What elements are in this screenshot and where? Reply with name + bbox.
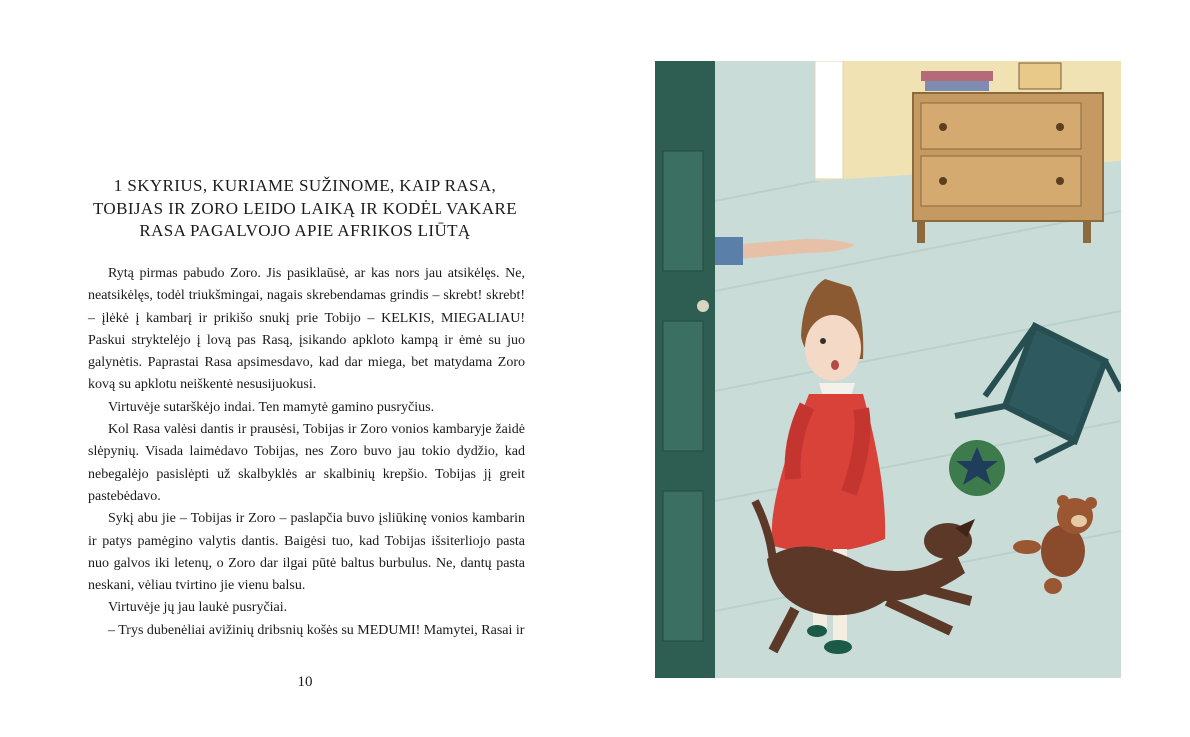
door [655, 61, 715, 678]
paragraph: Kol Rasa valėsi dantis ir prausėsi, Tobijas ir Zoro vonios kambaryje žaidė slėpynių. Visada laimėdavo Tobijas, nes Zoro buvo jau tokio dydžio, kad nebegalėjo pasislėpti už skalbyklės ar skalbinių krepšio. Tobijas jį greit pastebėdavo. [88, 422, 525, 504]
paragraph: Virtuvėje jų jau laukė pusryčiai. [108, 600, 288, 616]
page-number: 10 [297, 674, 313, 690]
ball [949, 440, 1005, 496]
sleeve [715, 237, 743, 265]
illustration [655, 61, 1121, 678]
paragraph: Virtuvėje sutarškėjo indai. Ten mamytė gamino pusryčius. [108, 399, 435, 415]
body-text [88, 263, 525, 642]
paragraph: Rytą pirmas pabudo Zoro. Jis pasiklaūsė, ar kas nors jau atsikėlęs. Ne, neatsikėlęs, todėl triukšmingai, nagais skrebendamas grindis – skrebt! skrebt! – įlėkė į kambarį ir prikišo snukį prie Tobijo – KELKIS, MIEGALIAU! Paskui stryktelėjo į lovą pas Rasą, įsikando apkloto kampą ir ėmė su juo galynėtis. Paprastai Rasa apsimesdavo, kad dar miega, bet matydama Zoro kovą su apklotu neiškentė nesusijuokusi. [88, 266, 525, 393]
wall-trim [815, 61, 843, 179]
paragraph: – Trys dubenėliai avižinių dribsnių košės su MEDUMI! Mamytei, Rasai ir [108, 622, 525, 638]
illustration-scene [655, 61, 1121, 678]
paragraph: Sykį abu jie – Tobijas ir Zoro – paslapčia buvo įsliūkinę vonios kambarin ir patys pamėgino valytis dantis. Baigėsi tuo, kad Tobijas išsiterliojo pasta nuo galvos iki letenų, o Zoro dar ilgai pūtė baltus burbulus. Ne, dantų pasta neskani, vėliau tvirtino jie vienu balsu. [88, 511, 525, 594]
chapter-title: 1 SKYRIUS, KURIAME SUŽINOME, KAIP RASA, TOBIJAS IR ZORO LEIDO LAIKĄ IR KODĖL VAKARE RASA PAGALVOJO APIE AFRIKOS LIŪTĄ [92, 176, 518, 240]
